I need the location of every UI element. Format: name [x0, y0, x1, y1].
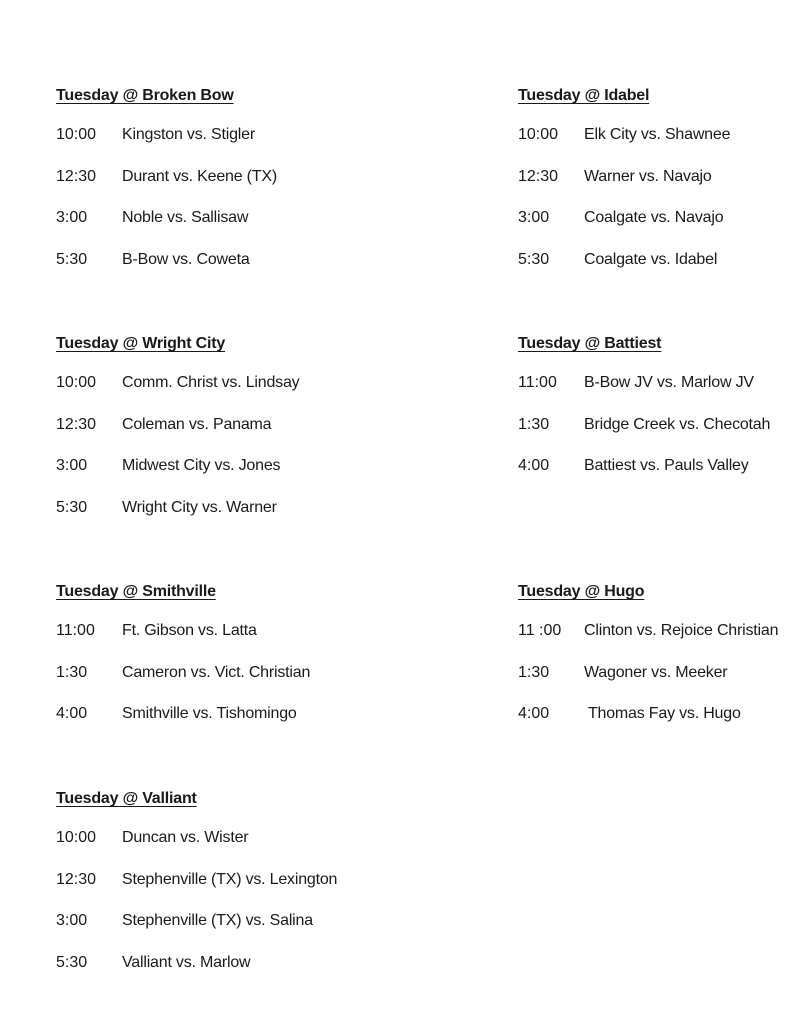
schedule-block-valliant — [56, 789, 337, 994]
schedule-title: Tuesday @ Smithville — [56, 583, 216, 600]
game-time: 10:00 — [56, 374, 97, 391]
game-row — [518, 208, 730, 250]
game-row — [518, 415, 770, 457]
game-matchup: Midwest City vs. Jones — [122, 457, 281, 474]
schedule-block-broken-bow — [56, 86, 277, 291]
game-matchup: Comm. Christ vs. Lindsay — [122, 374, 300, 391]
game-matchup: Thomas Fay vs. Hugo — [584, 705, 741, 722]
game-list — [518, 621, 778, 746]
game-time: 5:30 — [56, 250, 88, 268]
game-row — [518, 167, 730, 209]
game-time: 5:30 — [518, 250, 550, 268]
game-list — [56, 828, 337, 994]
game-row — [518, 250, 730, 292]
game-matchup: Coleman vs. Panama — [122, 415, 272, 433]
game-time: 11:00 — [56, 622, 95, 639]
game-time: 1:30 — [518, 663, 550, 681]
game-matchup: Stephenville (TX) vs. Salina — [122, 912, 313, 929]
game-matchup: B-Bow vs. Coweta — [122, 250, 250, 268]
schedule-block-battiest — [518, 334, 770, 498]
game-time: 11 :00 — [518, 622, 562, 639]
game-matchup: Ft. Gibson vs. Latta — [122, 622, 257, 639]
game-row — [56, 911, 337, 953]
game-row — [56, 208, 277, 250]
game-matchup: Wagoner vs. Meeker — [584, 663, 728, 681]
game-time: 1:30 — [518, 415, 550, 433]
game-time: 3:00 — [56, 209, 88, 226]
game-time: 5:30 — [56, 953, 88, 971]
schedule-block-idabel — [518, 86, 730, 291]
schedule-title: Tuesday @ Valliant — [56, 790, 197, 807]
game-matchup: Warner vs. Navajo — [584, 167, 712, 185]
game-row — [56, 870, 337, 912]
schedule-block-smithville — [56, 582, 310, 746]
game-matchup: Smithville vs. Tishomingo — [122, 705, 297, 722]
game-row — [56, 167, 277, 209]
game-time: 10:00 — [518, 126, 559, 143]
game-row — [518, 704, 778, 746]
game-matchup: Bridge Creek vs. Checotah — [584, 415, 771, 433]
game-matchup: Coalgate vs. Idabel — [584, 250, 718, 268]
game-row — [56, 415, 299, 457]
game-matchup: Durant vs. Keene (TX) — [122, 167, 277, 185]
game-row — [56, 953, 337, 995]
game-matchup: Battiest vs. Pauls Valley — [584, 457, 749, 474]
game-time: 10:00 — [56, 829, 97, 846]
game-row — [518, 663, 778, 705]
game-matchup: Valliant vs. Marlow — [122, 953, 251, 971]
game-list — [518, 373, 770, 498]
game-matchup: Coalgate vs. Navajo — [584, 209, 724, 226]
game-time: 3:00 — [56, 457, 88, 474]
game-time: 12:30 — [518, 167, 559, 185]
schedule-block-hugo — [518, 582, 778, 746]
game-matchup: Elk City vs. Shawnee — [584, 126, 731, 143]
game-row — [56, 498, 299, 540]
game-row — [56, 663, 310, 705]
schedule-title: Tuesday @ Hugo — [518, 583, 645, 600]
schedule-title: Tuesday @ Wright City — [56, 335, 226, 352]
game-list — [518, 125, 730, 291]
game-list — [56, 373, 299, 539]
game-row — [56, 621, 310, 663]
game-time: 12:30 — [56, 167, 97, 185]
game-row — [56, 250, 277, 292]
game-matchup: B-Bow JV vs. Marlow JV — [584, 374, 754, 391]
game-time: 3:00 — [518, 209, 550, 226]
game-time: 4:00 — [518, 705, 550, 722]
game-time: 12:30 — [56, 870, 97, 888]
game-row — [56, 828, 337, 870]
game-matchup: Noble vs. Sallisaw — [122, 209, 249, 226]
game-matchup: Clinton vs. Rejoice Christian — [584, 622, 779, 639]
schedule-title: Tuesday @ Idabel — [518, 87, 650, 104]
game-matchup: Stephenville (TX) vs. Lexington — [122, 870, 338, 888]
game-time: 1:30 — [56, 663, 88, 681]
game-row — [518, 621, 778, 663]
game-row — [518, 373, 770, 415]
game-time: 11:00 — [518, 374, 557, 391]
game-time: 4:00 — [56, 705, 88, 722]
game-matchup: Duncan vs. Wister — [122, 829, 249, 846]
game-row — [56, 125, 277, 167]
game-list — [56, 125, 277, 291]
game-row — [56, 456, 299, 498]
game-row — [56, 704, 310, 746]
game-time: 5:30 — [56, 498, 88, 516]
game-time: 12:30 — [56, 415, 97, 433]
schedule-block-wright-city — [56, 334, 299, 539]
schedule-title: Tuesday @ Battiest — [518, 335, 662, 352]
game-list — [56, 621, 310, 746]
game-matchup: Cameron vs. Vict. Christian — [122, 663, 311, 681]
game-time: 3:00 — [56, 912, 88, 929]
game-time: 10:00 — [56, 126, 97, 143]
game-time: 4:00 — [518, 457, 550, 474]
game-row — [518, 125, 730, 167]
schedule-title: Tuesday @ Broken Bow — [56, 87, 234, 104]
game-row — [56, 373, 299, 415]
game-row — [518, 456, 770, 498]
game-matchup: Kingston vs. Stigler — [122, 126, 255, 143]
game-matchup: Wright City vs. Warner — [122, 498, 277, 516]
